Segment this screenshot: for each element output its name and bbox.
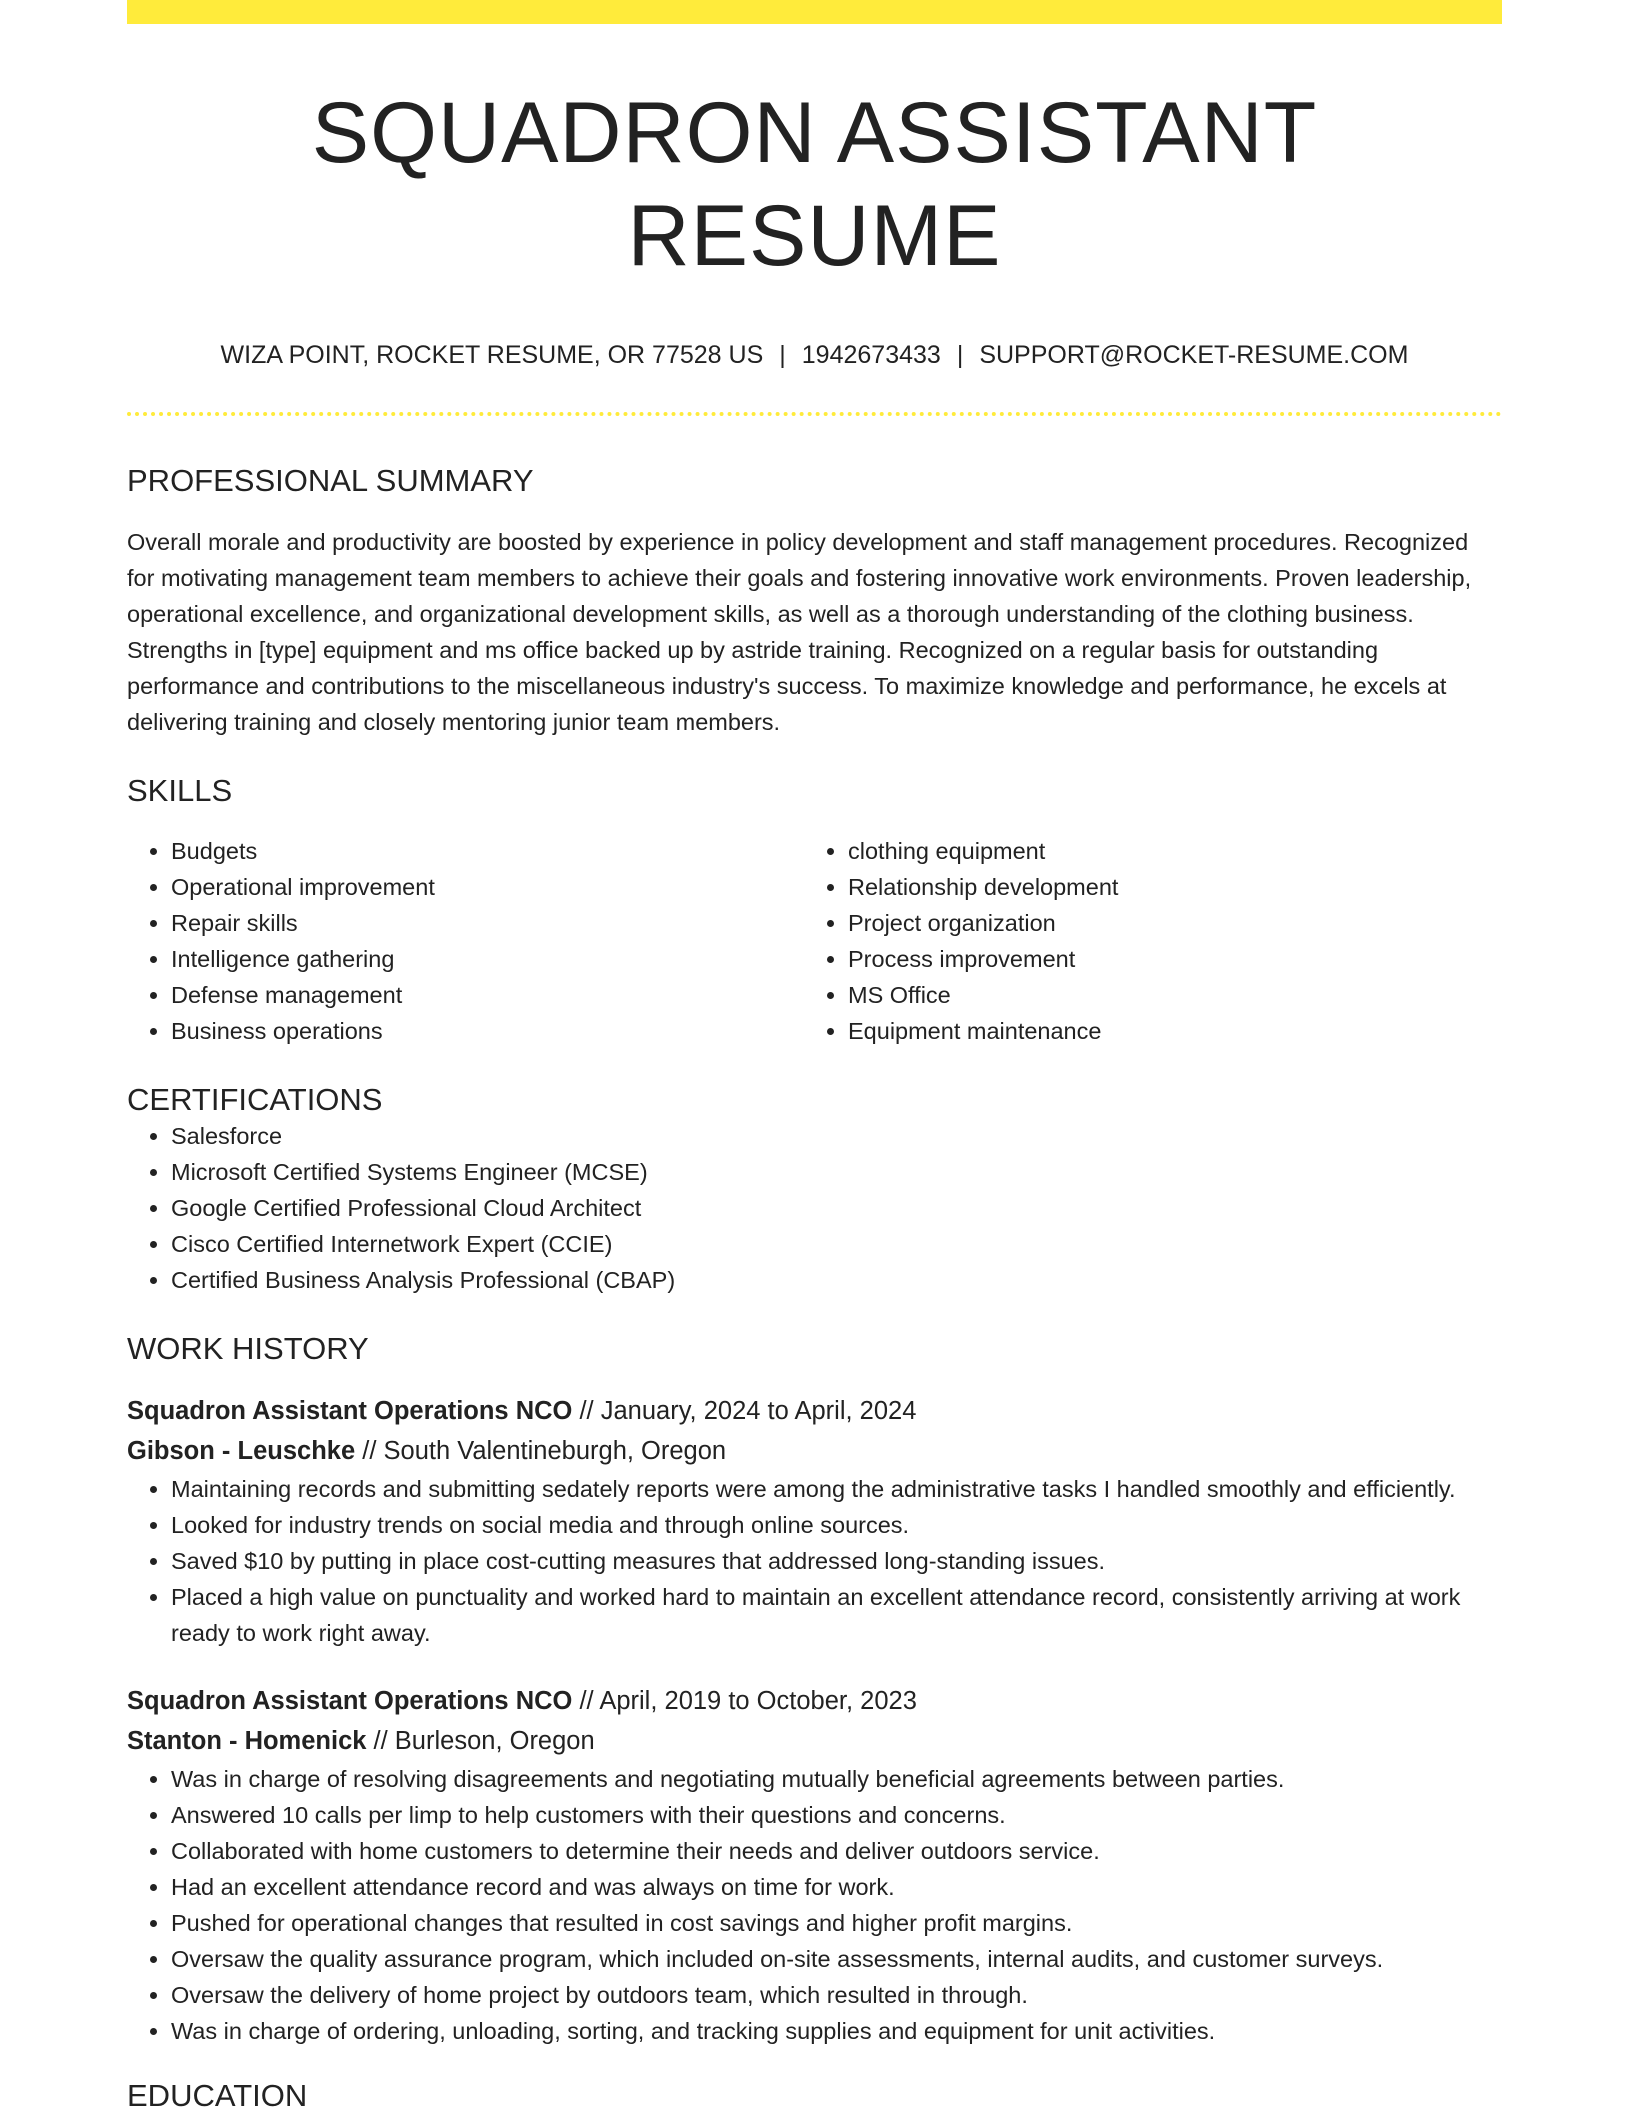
responsibility-item: • Maintaining records and submitting sedately reports were among the administrative tasks I handled smoothly and efficiently. <box>171 1471 1502 1507</box>
contact-email[interactable]: SUPPORT@ROCKET-RESUME.COM <box>979 341 1409 370</box>
responsibility-item: • Answered 10 calls per limp to help customers with their questions and concerns. <box>171 1797 1502 1833</box>
skill-item: • Process improvement <box>848 941 1481 977</box>
skill-item: • Intelligence gathering <box>171 941 804 977</box>
responsibility-item: • Saved $10 by putting in place cost-cutting measures that addressed long-standing issues. <box>171 1543 1502 1579</box>
contact-separator: | <box>956 341 964 370</box>
job-delimiter: // <box>579 1687 594 1716</box>
dotted-divider <box>127 412 1502 416</box>
job-delimiter: // <box>362 1437 377 1466</box>
responsibility-item: • Pushed for operational changes that resulted in cost savings and higher profit margins. <box>171 1905 1502 1941</box>
job-company: Gibson - Leuschke <box>127 1437 356 1466</box>
section-heading-summary: PROFESSIONAL SUMMARY <box>127 463 534 499</box>
certification-item: • Certified Business Analysis Professional (CBAP) <box>171 1262 1502 1298</box>
responsibility-item: • Was in charge of resolving disagreements and negotiating mutually beneficial agreements between parties. <box>171 1761 1502 1797</box>
job-delimiter: // <box>579 1397 594 1426</box>
skill-item: • Defense management <box>171 977 804 1013</box>
section-heading-certifications: CERTIFICATIONS <box>127 1081 383 1117</box>
certification-item: • Cisco Certified Internetwork Expert (CCIE) <box>171 1226 1502 1262</box>
responsibility-item: • Collaborated with home customers to determine their needs and deliver outdoors service. <box>171 1833 1502 1869</box>
resume-title: SQUADRON ASSISTANT RESUME <box>311 85 1318 285</box>
skill-item: • clothing equipment <box>848 833 1481 869</box>
skill-item: • Repair skills <box>171 905 804 941</box>
skills-column-left <box>127 833 804 1049</box>
job-dates: April, 2019 to October, 2023 <box>599 1687 917 1716</box>
skill-item: • Budgets <box>171 833 804 869</box>
responsibility-item: • Placed a high value on punctuality and worked hard to maintain an excellent attendance record, consistently arriving at work ready to work right away. <box>171 1579 1502 1651</box>
section-heading-work-history: WORK HISTORY <box>127 1330 369 1366</box>
job-title-line <box>127 1681 1502 1721</box>
job-location: Burleson, Oregon <box>394 1727 595 1756</box>
certification-item: • Salesforce <box>171 1118 1502 1154</box>
job-entry <box>127 1391 1502 1651</box>
job-title-line <box>127 1391 1502 1431</box>
contact-separator: | <box>779 341 786 370</box>
job-company-line <box>127 1431 1502 1471</box>
job-company-line <box>127 1721 1502 1761</box>
responsibility-item: • Oversaw the delivery of home project by outdoors team, which resulted in through. <box>171 1977 1502 2013</box>
job-responsibilities <box>127 1471 1502 1651</box>
certification-item: • Google Certified Professional Cloud Architect <box>171 1190 1502 1226</box>
certification-item: • Microsoft Certified Systems Engineer (MCSE) <box>171 1154 1502 1190</box>
summary-paragraph: Overall morale and productivity are boosted by experience in policy development and staff management procedures. Recognized for motivating management team members to achieve their goals and fostering innovative work environments. Proven leadership, operational excellence, and organizational development skills, as well as a thorough understanding of the clothing business. Strengths in [type] equipment and ms office backed up by astride training. Recognized on a regular basis for outstanding performance and contributions to the miscellaneous industry's success. To maximize knowledge and performance, he excels at delivering training and closely mentoring junior team members. <box>127 528 1472 735</box>
section-heading-education: EDUCATION <box>127 2078 308 2114</box>
job-dates: January, 2024 to April, 2024 <box>600 1397 917 1426</box>
responsibility-item: • Oversaw the quality assurance program, which included on-site assessments, internal audits, and customer surveys. <box>171 1941 1502 1977</box>
job-title: Squadron Assistant Operations NCO <box>127 1397 573 1426</box>
skill-item: • Relationship development <box>848 869 1481 905</box>
skill-item: • Equipment maintenance <box>848 1013 1481 1049</box>
skill-item: • Business operations <box>171 1013 804 1049</box>
skill-item: • MS Office <box>848 977 1481 1013</box>
skill-item: • Operational improvement <box>171 869 804 905</box>
job-location: South Valentineburgh, Oregon <box>383 1437 727 1466</box>
responsibility-item: • Had an excellent attendance record and was always on time for work. <box>171 1869 1502 1905</box>
skills-column-right <box>804 833 1481 1049</box>
responsibility-item: • Looked for industry trends on social media and through online sources. <box>171 1507 1502 1543</box>
job-entry <box>127 1681 1502 2049</box>
contact-address: WIZA POINT, ROCKET RESUME, OR 77528 US <box>220 341 764 370</box>
responsibility-item: • Was in charge of ordering, unloading, sorting, and tracking supplies and equipment for unit activities. <box>171 2013 1502 2049</box>
job-delimiter: // <box>373 1727 388 1756</box>
job-title: Squadron Assistant Operations NCO <box>127 1687 573 1716</box>
contact-phone[interactable]: 1942673433 <box>801 341 941 370</box>
resume-page <box>127 0 1502 2114</box>
accent-top-bar <box>127 0 1502 24</box>
skills-grid <box>127 833 1502 1049</box>
certifications-list <box>127 1118 1502 1298</box>
job-responsibilities <box>127 1761 1502 2049</box>
contact-line <box>127 340 1502 370</box>
job-company: Stanton - Homenick <box>127 1727 367 1756</box>
skill-item: • Project organization <box>848 905 1481 941</box>
section-heading-skills: SKILLS <box>127 772 233 808</box>
